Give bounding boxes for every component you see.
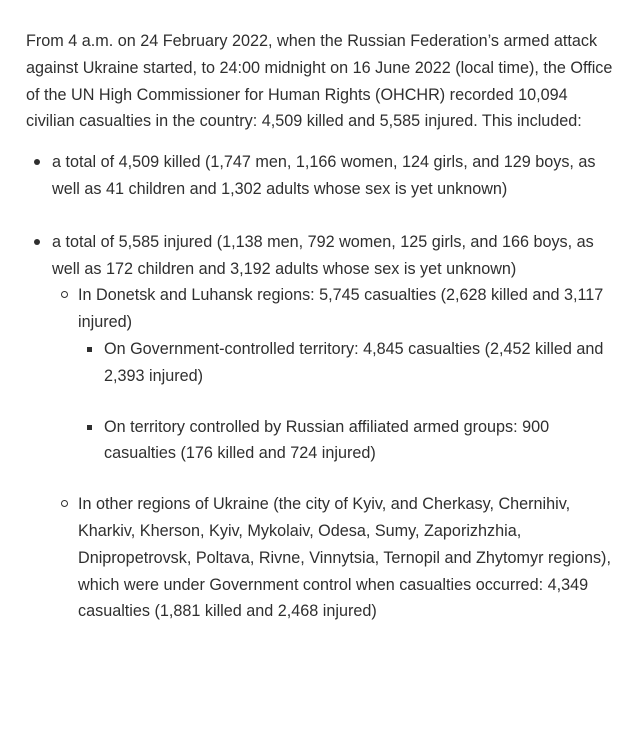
list-item-other-regions xyxy=(52,491,618,625)
territory-breakdown-list xyxy=(78,336,618,467)
bullet-disc-icon xyxy=(34,239,40,245)
list-item-text: a total of 4,509 killed (1,747 men, 1,166 women, 124 girls, and 129 boys, as well as 41 children and 1,302 adults whose sex is yet unknown) xyxy=(52,153,596,198)
bullet-circle-icon xyxy=(61,291,68,298)
list-item-killed xyxy=(26,149,618,203)
list-item-text: On Government-controlled territory: 4,845 casualties (2,452 killed and 2,393 injured) xyxy=(104,339,604,385)
list-item-text: In other regions of Ukraine (the city of Kyiv, and Cherkasy, Chernihiv, Kharkiv, Kherson, Kyiv, Mykolaiv, Odesa, Sumy, Zaporizhzhia, Dnipropetrovsk, Poltava, Rivne, Vinnytsia, Ternopil and Zhytomyr regions), which were under Government control when casualties occurred: 4,349 casualties (1,881 killed and 2,468 injured) xyxy=(78,495,611,621)
list-item-injured xyxy=(26,229,618,625)
list-item-text: On territory controlled by Russian affiliated armed groups: 900 casualties (176 killed and 724 injured) xyxy=(104,417,550,463)
regional-breakdown-list xyxy=(52,282,618,625)
list-item-donetsk-luhansk xyxy=(52,282,618,467)
list-item-government-controlled xyxy=(78,336,618,390)
casualty-list xyxy=(26,149,618,625)
list-item-text: In Donetsk and Luhansk regions: 5,745 casualties (2,628 killed and 3,117 injured) xyxy=(78,286,604,332)
bullet-circle-icon xyxy=(61,500,68,507)
bullet-disc-icon xyxy=(34,159,40,165)
intro-paragraph: From 4 a.m. on 24 February 2022, when the Russian Federation’s armed attack against Ukraine started, to 24:00 midnight on 16 June 2022 (local time), the Office of the UN High Commissioner for Human Rights (OHCHR) recorded 10,094 civilian casualties in the country: 4,509 killed and 5,585 injured. This included: xyxy=(26,32,613,131)
list-item-text: a total of 5,585 injured (1,138 men, 792 women, 125 girls, and 166 boys, as well as 172 children and 3,192 adults whose sex is yet unknown) xyxy=(52,232,594,278)
bullet-square-icon xyxy=(87,347,92,352)
bullet-square-icon xyxy=(87,425,92,430)
list-item-russian-affiliated xyxy=(78,414,618,468)
